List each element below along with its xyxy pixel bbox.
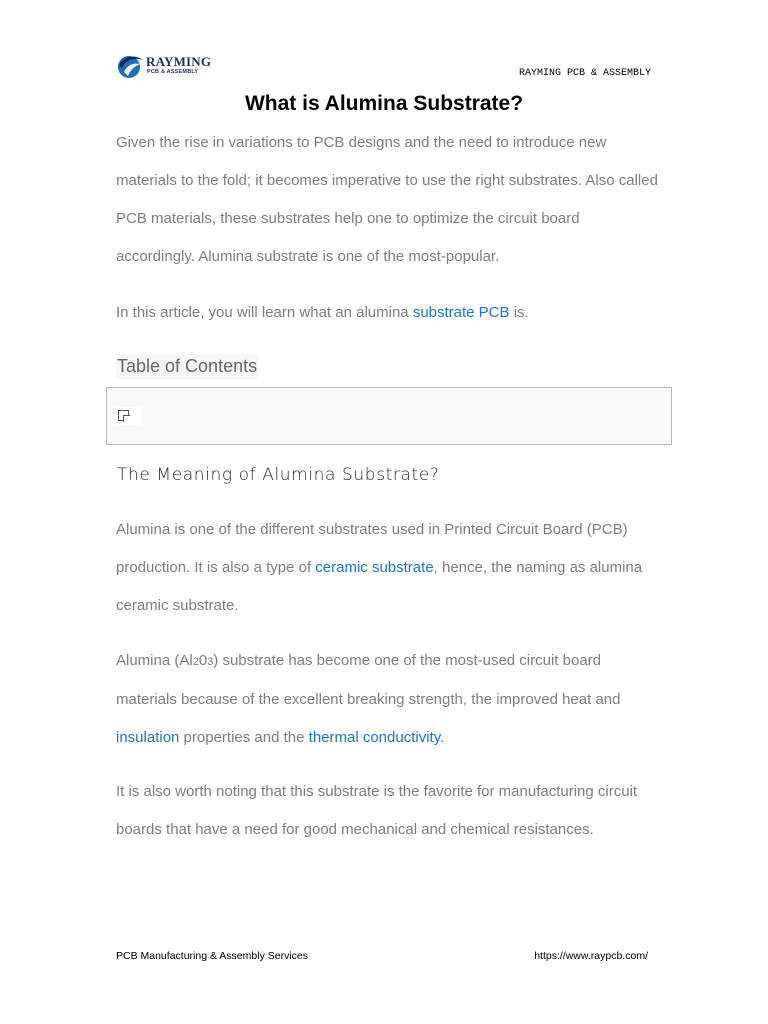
logo-subtitle: PCB & ASSEMBLY [147, 69, 199, 75]
page-title: What is Alumina Substrate? [244, 92, 524, 115]
section-p2-end: . [440, 729, 445, 746]
toc-toggle-icon [118, 410, 129, 421]
section-p2-between: properties and the [179, 729, 309, 746]
section-heading: The Meaning of Alumina Substrate? [117, 465, 440, 485]
insulation-link[interactable]: insulation [116, 729, 180, 746]
rayming-logo [116, 50, 226, 82]
intro-paragraph: Given the rise in variations to PCB designs and the need to introduce new materials to the fold; it becomes imperative to use the right substrates. Also called PCB materials, these substrates help one to optimize the circuit board accordingly. Alumina substrate is one of the most-popular. [116, 134, 658, 265]
section-p1-before: Alumina is one of the different substrates used in Printed Circuit Board (PCB) production. It is also a type of [116, 521, 628, 576]
header-company-name: RAYMING PCB & ASSEMBLY [518, 68, 651, 79]
section-p2-after: ) substrate has become one of the most-used circuit board materials because of the excellent breaking strength, the improved heat and [116, 652, 621, 708]
ceramic-substrate-link[interactable]: ceramic substrate [315, 559, 434, 576]
thermal-conductivity-link[interactable]: thermal conductivity [308, 729, 441, 746]
section-paragraph-2 [116, 642, 661, 757]
substrate-pcb-link[interactable]: substrate PCB [412, 304, 510, 321]
logo-name: RAYMING [146, 54, 212, 69]
section-p2-mid: 0 [198, 652, 208, 669]
intro-text-after: is. [509, 304, 529, 321]
section-p1-after: , hence, the naming as alumina ceramic substrate. [116, 559, 643, 614]
intro-paragraph-2 [116, 294, 661, 332]
intro-text-before: In this article, you will learn what an alumina [116, 304, 413, 321]
footer-url[interactable]: https://www.raypcb.com/ [534, 950, 648, 962]
toc-toggle-button[interactable] [115, 407, 141, 425]
rayming-swoosh-icon [116, 52, 144, 80]
section-paragraph-3: It is also worth noting that this substrate is the favorite for manufacturing circuit boards that have a need for good mechanical and chemical resistances. [116, 783, 638, 838]
section-paragraph-1 [116, 511, 661, 625]
section-p2-sub2: 3 [207, 656, 214, 668]
section-p2-before: Alumina (Al [116, 652, 193, 669]
table-of-contents-box [106, 387, 672, 445]
footer-left-text: PCB Manufacturing & Assembly Services [116, 950, 308, 962]
section-p2-sub1: 2 [192, 656, 199, 668]
toc-heading: Table of Contents [116, 354, 258, 379]
